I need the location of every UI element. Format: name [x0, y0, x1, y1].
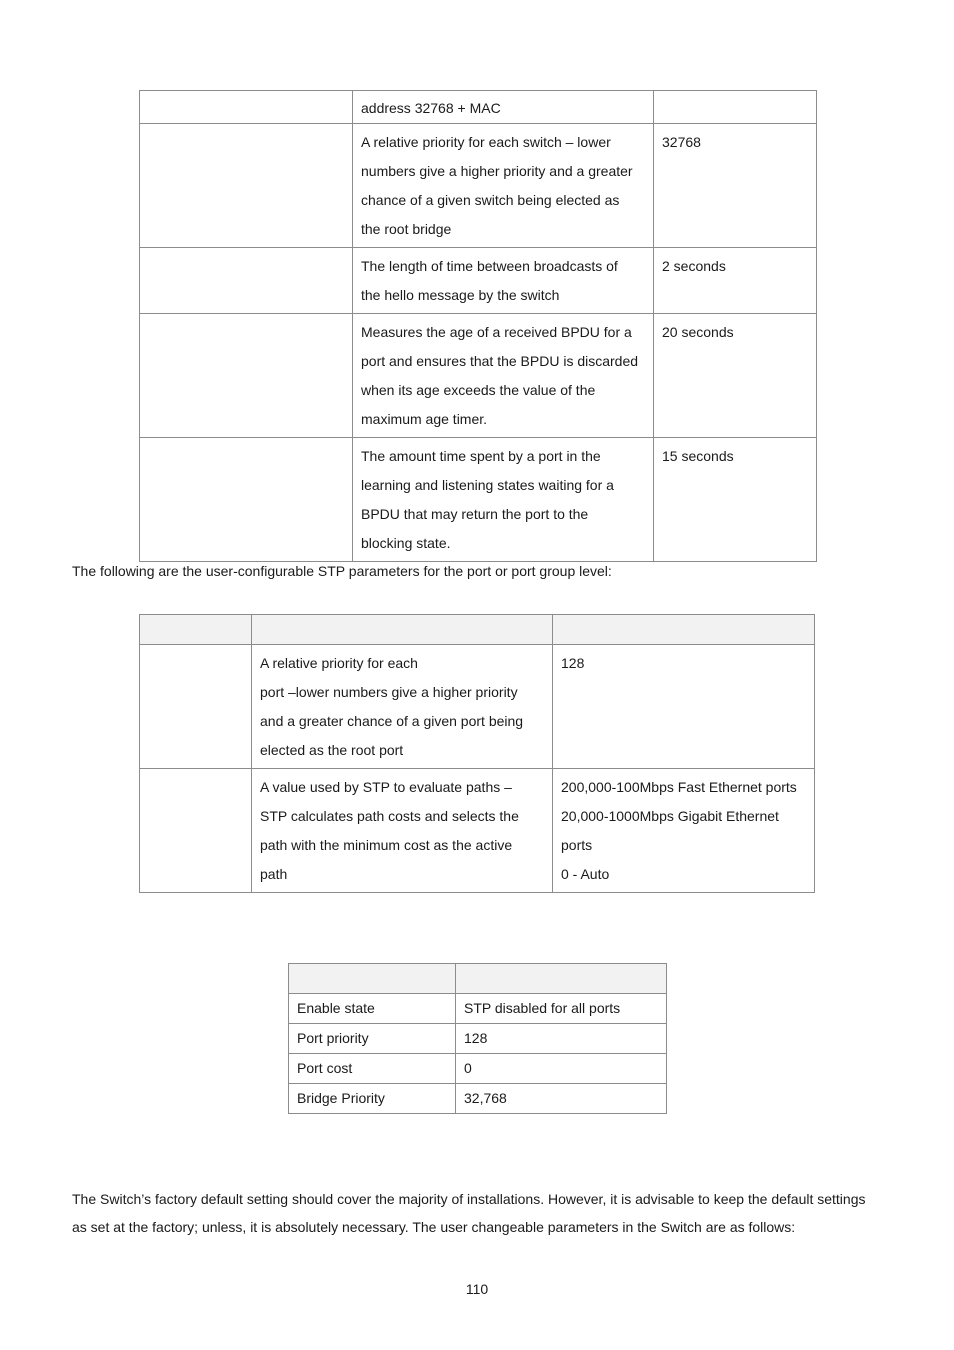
setting-value-cell: 32,768 — [456, 1084, 667, 1114]
table-row — [289, 994, 667, 1024]
paragraph-line: as set at the factory; unless, it is absolutely necessary. The user changeable parameters in the Switch are as follows: — [72, 1219, 796, 1235]
parameter-cell — [140, 645, 252, 769]
setting-value-cell: STP disabled for all ports — [456, 994, 667, 1024]
description-line: chance of a given switch being elected as — [361, 192, 620, 208]
description-line: when its age exceeds the value of the — [361, 382, 596, 398]
description-cell — [252, 769, 553, 893]
default-value-cell — [654, 91, 817, 124]
table-row — [289, 1024, 667, 1054]
description-line: A relative priority for each — [260, 655, 418, 671]
description-line: A value used by STP to evaluate paths – — [260, 779, 512, 795]
description-cell — [252, 645, 553, 769]
description-line: port –lower numbers give a higher priority — [260, 684, 518, 700]
default-value-line: 128 — [561, 655, 585, 671]
header-cell — [140, 615, 252, 645]
table-header-row — [289, 964, 667, 994]
table-row — [140, 248, 817, 314]
description-cell — [353, 438, 654, 562]
parameter-cell — [140, 769, 252, 893]
default-value-cell: 15 seconds — [654, 438, 817, 562]
description-line: the root bridge — [361, 221, 452, 237]
setting-name-cell: Enable state — [289, 994, 456, 1024]
default-value-cell — [553, 769, 815, 893]
default-value-line: 0 - Auto — [561, 866, 610, 882]
description-line: learning and listening states waiting for a — [361, 477, 614, 493]
default-stp-settings-table — [288, 963, 667, 1114]
paragraph-line: The Switch’s factory default setting should cover the majority of installations. However, it is advisable to keep the default settings — [72, 1191, 866, 1207]
description-cell — [353, 91, 654, 124]
description-line: Measures the age of a received BPDU for a — [361, 324, 632, 340]
port-stp-parameters-table — [139, 614, 815, 893]
page-number: 110 — [465, 1281, 489, 1297]
description-cell — [353, 314, 654, 438]
table-row — [140, 124, 817, 248]
description-line: The length of time between broadcasts of — [361, 258, 618, 274]
default-value-line: 20,000-1000Mbps Gigabit Ethernet — [561, 808, 779, 824]
header-cell — [456, 964, 667, 994]
setting-name-cell: Port cost — [289, 1054, 456, 1084]
description-line: path with the minimum cost as the active — [260, 837, 513, 853]
table-row — [289, 1084, 667, 1114]
table-row — [140, 438, 817, 562]
parameter-cell — [140, 248, 353, 314]
header-cell — [553, 615, 815, 645]
description-line: the hello message by the switch — [361, 287, 560, 303]
default-value-cell: 20 seconds — [654, 314, 817, 438]
parameter-cell — [140, 91, 353, 124]
default-value-cell: 32768 — [654, 124, 817, 248]
setting-name-cell: Bridge Priority — [289, 1084, 456, 1114]
description-line: and a greater chance of a given port being — [260, 713, 524, 729]
header-cell — [252, 615, 553, 645]
default-value-cell — [553, 645, 815, 769]
description-line: numbers give a higher priority and a greater — [361, 163, 633, 179]
default-value-cell: 2 seconds — [654, 248, 817, 314]
description-line: The amount time spent by a port in the — [361, 448, 601, 464]
description-cell — [353, 124, 654, 248]
description-line: maximum age timer. — [361, 411, 488, 427]
description-cell — [353, 248, 654, 314]
description-line: path — [260, 866, 288, 882]
setting-value-cell: 128 — [456, 1024, 667, 1054]
table-header-row — [140, 615, 815, 645]
default-value-line: 200,000-100Mbps Fast Ethernet ports — [561, 779, 797, 795]
description-line: BPDU that may return the port to the — [361, 506, 589, 522]
table-row — [140, 769, 815, 893]
table-row — [140, 645, 815, 769]
parameter-cell — [140, 124, 353, 248]
description-line: STP calculates path costs and selects the — [260, 808, 519, 824]
table-row — [140, 91, 817, 124]
port-parameters-intro: The following are the user-configurable STP parameters for the port or port group level: — [72, 563, 612, 579]
description-line: blocking state. — [361, 535, 451, 551]
parameter-cell — [140, 438, 353, 562]
table-row — [289, 1054, 667, 1084]
header-cell — [289, 964, 456, 994]
description-line: elected as the root port — [260, 742, 404, 758]
description-line: address 32768 + MAC — [361, 100, 501, 116]
default-value-line: ports — [561, 837, 593, 853]
description-line: port and ensures that the BPDU is discarded — [361, 353, 639, 369]
bridge-stp-parameters-table — [139, 90, 817, 562]
description-line: A relative priority for each switch – lower — [361, 134, 611, 150]
setting-value-cell: 0 — [456, 1054, 667, 1084]
table-row — [140, 314, 817, 438]
setting-name-cell: Port priority — [289, 1024, 456, 1054]
factory-default-paragraph — [72, 1185, 902, 1241]
parameter-cell — [140, 314, 353, 438]
